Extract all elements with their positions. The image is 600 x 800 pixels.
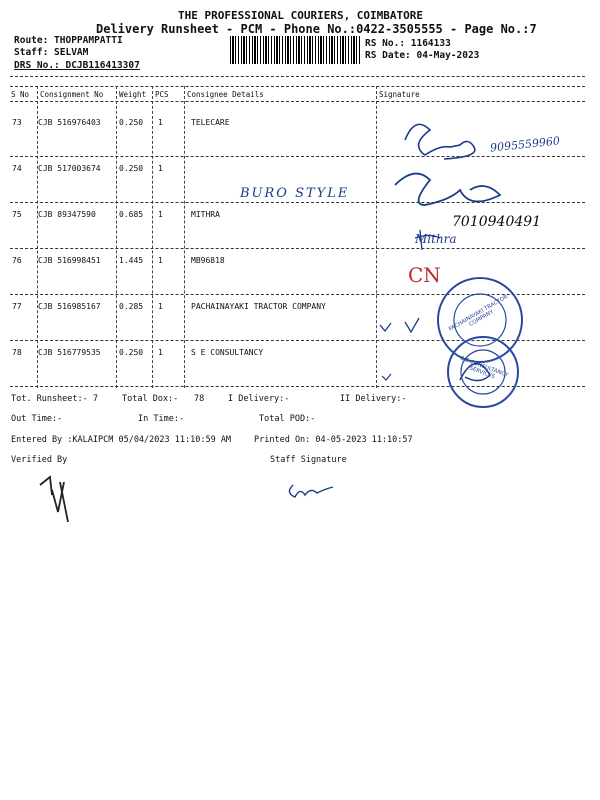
row-consignee: MITHRA [191, 210, 220, 219]
signature-row73 [405, 124, 475, 159]
row-pcs: 1 [158, 302, 163, 311]
tick-marks [380, 318, 419, 332]
handwritten-name-row75: Mithra [415, 232, 457, 246]
handwritten-phone-1: 9095559960 [489, 134, 561, 155]
row-consignment: CJB 89347590 [38, 210, 96, 219]
col-sno: S No [11, 90, 30, 99]
company-name: THE PROFESSIONAL COURIERS, COIMBATORE [178, 9, 424, 22]
row-sno: 76 [12, 256, 22, 265]
row-weight: 0.250 [119, 164, 144, 173]
staff-signature-mark [289, 485, 333, 497]
row-sno: 75 [12, 210, 22, 219]
total-dox-label: Total Dox:- [122, 394, 179, 404]
route-label: Route: THOPPAMPATTI [14, 35, 123, 46]
ii-delivery: II Delivery:- [340, 394, 407, 404]
verified-signature [40, 477, 68, 522]
i-delivery: I Delivery:- [228, 394, 290, 404]
col-pcs: PCS [155, 90, 169, 99]
row-sno: 78 [12, 348, 22, 357]
row-consignment: CJB 516985167 [38, 302, 101, 311]
tick-mark [382, 374, 391, 380]
out-time: Out Time:- [11, 414, 63, 424]
handwritten-note-row74: BURO STYLE [240, 186, 350, 201]
row-weight: 1.445 [119, 256, 144, 265]
row-consignment: CJB 516779535 [38, 348, 101, 357]
tot-runsheet: Tot. Runsheet:- 7 [11, 394, 98, 404]
total-pod: Total POD:- [259, 414, 316, 424]
printed-on: Printed On: 04-05-2023 11:10:57 [254, 435, 413, 445]
handwritten-phone-2: 7010940491 [452, 214, 542, 230]
row-weight: 0.685 [119, 210, 144, 219]
in-time: In Time:- [138, 414, 185, 424]
rs-date: RS Date: 04-May-2023 [365, 50, 480, 61]
row-weight: 0.250 [119, 118, 144, 127]
row-consignment: CJB 516976403 [38, 118, 101, 127]
staff-signature-label: Staff Signature [270, 455, 347, 465]
col-consignee: Consignee Details [187, 90, 264, 99]
stamp-text-2: S E CONSULTANCY SERVICES [459, 355, 509, 381]
row-pcs: 1 [158, 210, 163, 219]
row-consignee: TELECARE [191, 118, 230, 127]
entered-by: Entered By :KALAIPCM 05/04/2023 11:10:59 AM [11, 435, 232, 445]
row-pcs: 1 [158, 348, 163, 357]
col-consignment: Consignment No [40, 90, 104, 99]
row-consignee: PACHAINAYAKI TRACTOR COMPANY [191, 302, 326, 311]
total-dox-value: 78 [194, 394, 205, 404]
row-sno: 74 [12, 164, 22, 173]
row-consignee: S E CONSULTANCY [191, 348, 264, 357]
staff-label: Staff: SELVAM [14, 47, 89, 58]
signature-row74 [395, 174, 500, 205]
handwritten-cn: CN [408, 263, 441, 287]
row-weight: 0.250 [119, 348, 144, 357]
row-pcs: 1 [158, 256, 163, 265]
row-consignment: CJB 516998451 [38, 256, 101, 265]
row-consignee: MB96818 [191, 256, 225, 265]
row-weight: 0.285 [119, 302, 144, 311]
rs-number: RS No.: 1164133 [365, 38, 451, 49]
verified-by: Verified By [11, 455, 68, 465]
row-pcs: 1 [158, 164, 163, 173]
row-consignment: CJB 517003674 [38, 164, 101, 173]
runsheet-title: Delivery Runsheet - PCM - Phone No.:0422-3505555 - Page No.:7 [96, 22, 537, 36]
col-signature: Signature [379, 90, 420, 99]
col-weight: Weight [119, 90, 147, 99]
row-sno: 77 [12, 302, 22, 311]
row-sno: 73 [12, 118, 22, 127]
row-pcs: 1 [158, 118, 163, 127]
stamp-text-1: PACHAINAYAKI TRACTOR COMPANY [447, 294, 510, 333]
drs-number: DRS No.: DCJB116413307 [14, 60, 140, 71]
